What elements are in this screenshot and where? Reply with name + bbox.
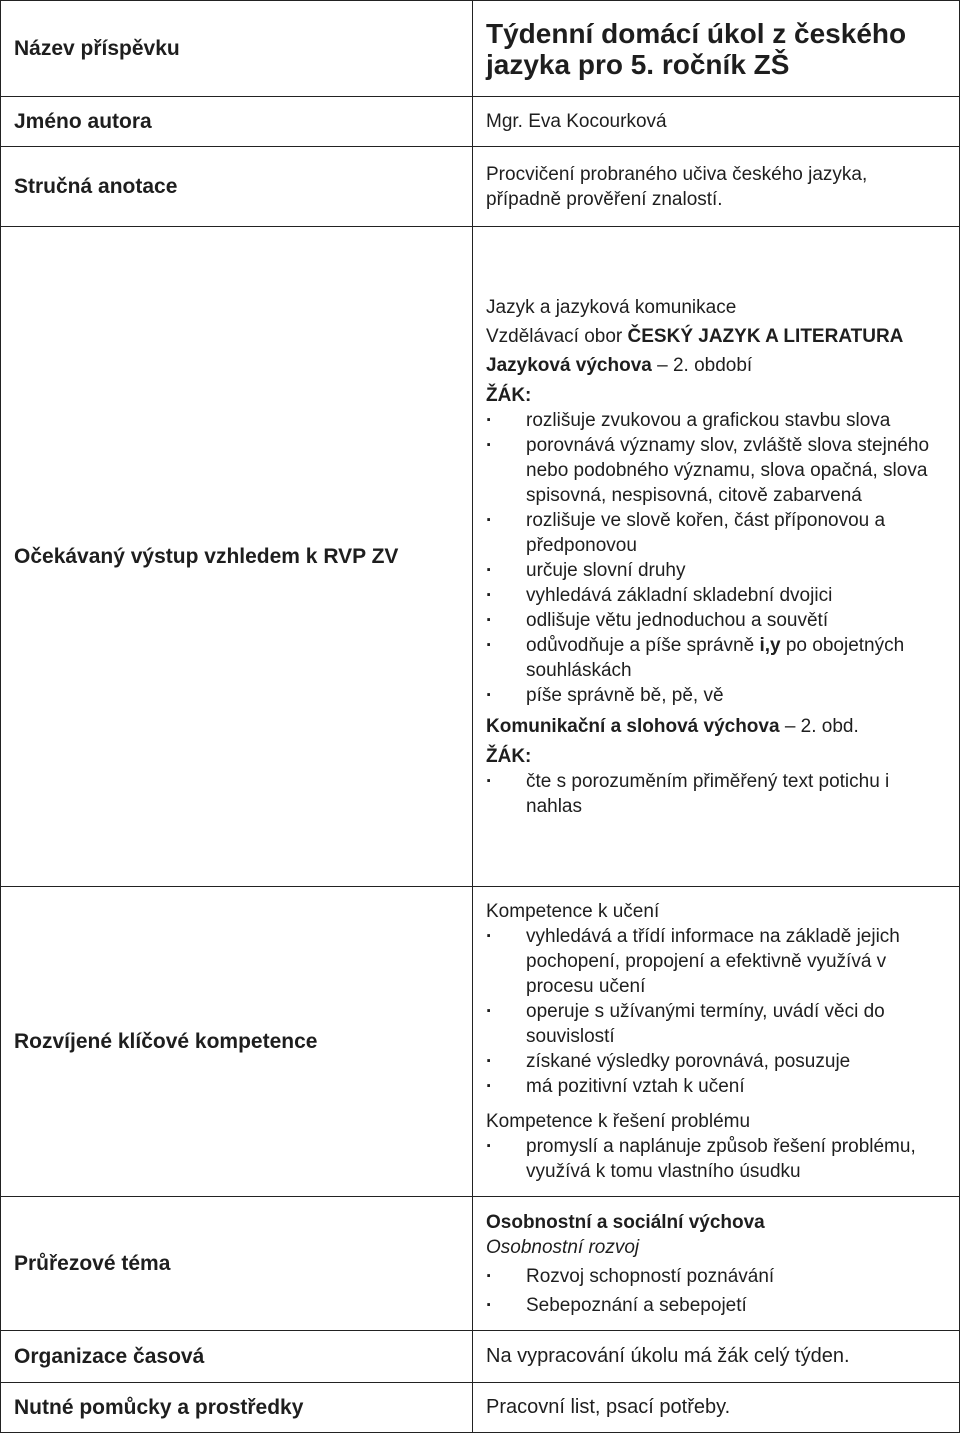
row-aids (1, 1383, 960, 1433)
list-item: · získané výsledky porovnává, posuzuje (486, 1049, 947, 1074)
list-item: · má pozitivní vztah k učení (486, 1074, 947, 1099)
competence-list-2 (486, 1134, 947, 1184)
list-item: · Rozvoj schopností poznávání (486, 1264, 947, 1289)
field-name: ČESKÝ JAZYK A LITERATURA (627, 325, 904, 347)
outcome-list-1 (486, 408, 947, 708)
document-title: Týdenní domácí úkol z českého jazyka pro 5. ročník ZŠ (486, 17, 907, 80)
annotation-text: Procvičení probraného učiva českého jazyka, případně prověření znalostí. (473, 147, 960, 227)
zak-label-2: ŽÁK: (486, 745, 532, 767)
list-item: · čte s porozuměním přiměřený text potichu i nahlas (486, 769, 947, 819)
list-item: · operuje s užívanými termíny, uvádí věci do souvislostí (486, 999, 947, 1049)
label-time: Organizace časová (1, 1331, 473, 1383)
row-author (1, 97, 960, 147)
label-topic: Průřezové téma (1, 1197, 473, 1331)
row-topic (1, 1197, 960, 1331)
list-item: · porovnává významy slov, zvláště slova stejného nebo podobného významu, slova opačná, slova spisovná, nespisovná, citově zabarvená (486, 433, 947, 508)
aids-value: Pracovní list, psací potřeby. (473, 1383, 960, 1433)
list-item: · vyhledává základní skladební dvojici (486, 583, 947, 608)
list-item: · píše správně bě, pě, vě (486, 683, 947, 708)
field-line: Vzdělávací obor ČESKÝ JAZYK A LITERATURA (486, 325, 904, 347)
list-item: · rozlišuje zvukovou a grafickou stavbu slova (486, 408, 947, 433)
author-name: Mgr. Eva Kocourková (473, 97, 960, 147)
row-annotation (1, 147, 960, 227)
area-name: Jazyk a jazyková komunikace (486, 296, 737, 318)
label-annotation: Stručná anotace (1, 147, 473, 227)
competence-list-1 (486, 924, 947, 1099)
section1-heading: Jazyková výchova – 2. období (486, 354, 753, 376)
label-title: Název příspěvku (1, 1, 473, 97)
row-outcome (1, 227, 960, 887)
row-title (1, 1, 960, 97)
topic-subheading: Osobnostní rozvoj (486, 1236, 640, 1258)
label-competences: Rozvíjené klíčové kompetence (1, 887, 473, 1197)
outcome-list-2 (486, 769, 947, 819)
list-item: · odůvodňuje a píše správně i,y po obojetných souhláskách (486, 633, 947, 683)
row-time (1, 1331, 960, 1383)
row-competences (1, 887, 960, 1197)
label-outcome: Očekávaný výstup vzhledem k RVP ZV (1, 227, 473, 887)
label-aids: Nutné pomůcky a prostředky (1, 1383, 473, 1433)
list-item: · vyhledává a třídí informace na základě jejich pochopení, propojení a efektivně využívá v procesu učení (486, 924, 947, 999)
list-item: · Sebepoznání a sebepojetí (486, 1293, 947, 1318)
list-item: · odlišuje větu jednoduchou a souvětí (486, 608, 947, 633)
competence-heading-1: Kompetence k učení (486, 901, 660, 922)
zak-label: ŽÁK: (486, 384, 532, 406)
time-value: Na vypracování úkolu má žák celý týden. (473, 1331, 960, 1383)
section2-heading: Komunikační a slohová výchova – 2. obd. (486, 715, 859, 737)
list-item: · rozlišuje ve slově kořen, část příponovou a předponovou (486, 508, 947, 558)
topic-list (486, 1264, 947, 1318)
topic-heading: Osobnostní a sociální výchova (486, 1211, 765, 1233)
label-author: Jméno autora (1, 97, 473, 147)
competence-heading-2: Kompetence k řešení problému (486, 1111, 751, 1132)
list-item: · promyslí a naplánuje způsob řešení problému, využívá k tomu vlastního úsudku (486, 1134, 947, 1184)
list-item: · určuje slovní druhy (486, 558, 947, 583)
